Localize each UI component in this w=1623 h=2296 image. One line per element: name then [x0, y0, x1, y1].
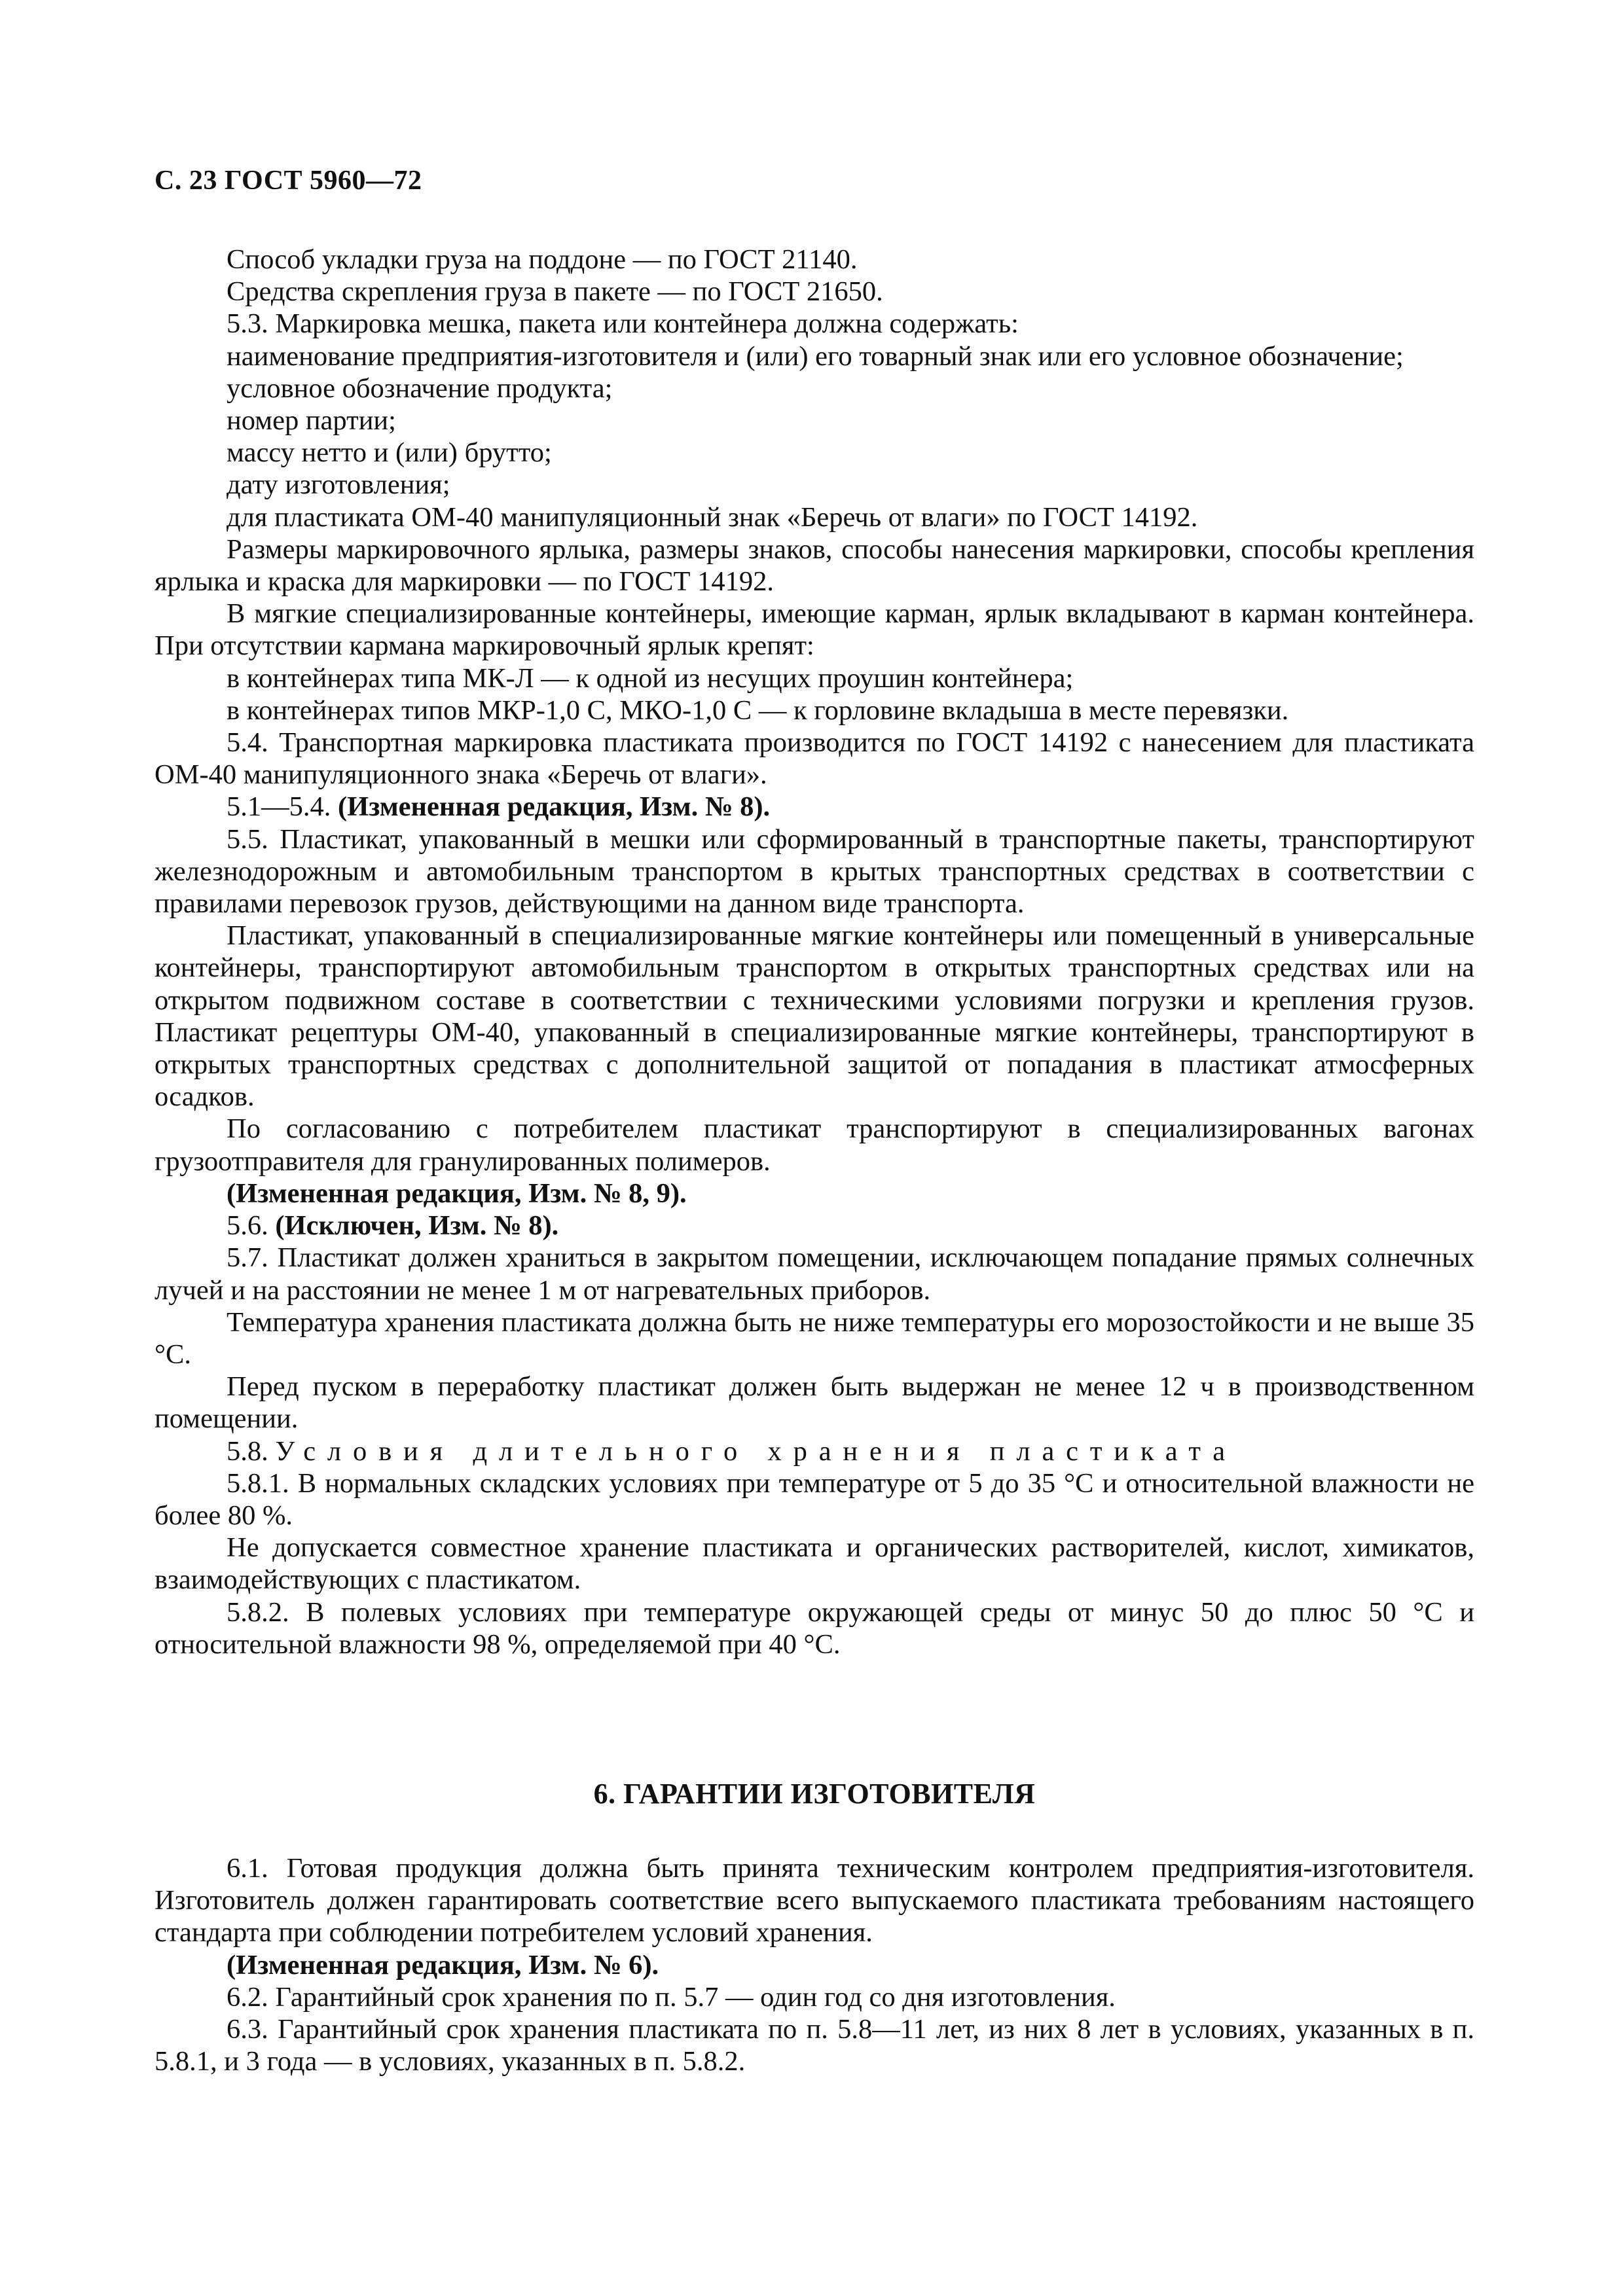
page-header: С. 23 ГОСТ 5960—72: [155, 166, 422, 196]
paragraph-prefix: 5.6.: [227, 1210, 276, 1242]
paragraph: в контейнерах типа МК-Л — к одной из несущих проушин контейнера;: [227, 662, 1074, 694]
amendment-note: (Измененная редакция, Изм. № 8).: [338, 791, 771, 823]
paragraph: 6.2. Гарантийный срок хранения по п. 5.7 — один год со дня изготовления.: [227, 1981, 1116, 2013]
paragraph: 5.4. Транспортная маркировка пластиката производится по ГОСТ 14192 с нанесением для пластиката ОМ-40 манипуляционного знака «Беречь от влаги».: [155, 727, 1474, 791]
paragraph: номер партии;: [227, 405, 396, 437]
section-6-title: 6. ГАРАНТИИ ИЗГОТОВИТЕЛЯ: [593, 1778, 1036, 1810]
section-5-body: [155, 243, 1474, 1660]
paragraph: 5.8.1. В нормальных складских условиях при температуре от 5 до 35 °С и относительной влажности не более 80 %.: [155, 1467, 1474, 1531]
paragraph: для пластиката ОМ-40 манипуляционный знак «Беречь от влаги» по ГОСТ 14192.: [227, 501, 1198, 533]
paragraph: [155, 1435, 1474, 1467]
paragraph: 6.1. Готовая продукция должна быть принята техническим контролем предприятия-изготовителя. Изготовитель должен гарантировать соответствие всего выпускаемого пластиката требованиям настоящего стандарта при соблюдении потребителем условий хранения.: [155, 1853, 1474, 1948]
amendment-note: (Измененная редакция, Изм. № 6).: [227, 1949, 659, 1981]
paragraph: Пластикат, упакованный в специализированные мягкие контейнеры или помещенный в универсальные контейнеры, транспортируют автомобильным транспортом в открытых транспортных средствах или на открытом подвижном составе в соответствии с техническими условиями погрузки и крепления грузов. Пластикат рецептуры ОМ-40, упакованный в специализированные мягкие контейнеры, транспортируют в открытых транспортных средствах с дополнительной защитой от попадания в пластикат атмосферных осадков.: [155, 920, 1474, 1113]
spaced-heading: Условия длительного хранения пластиката: [275, 1435, 1237, 1467]
paragraph: 5.8.2. В полевых условиях при температуре окружающей среды от минус 50 до плюс 50 °С и относительной влажности 98 %, определяемой при 40 °С.: [155, 1596, 1474, 1660]
paragraph: Средства скрепления груза в пакете — по ГОСТ 21650.: [227, 276, 883, 308]
paragraph: 5.7. Пластикат должен храниться в закрытом помещении, исключающем попадание прямых солнечных лучей и на расстоянии не менее 1 м от нагревательных приборов.: [155, 1242, 1474, 1306]
paragraph: Способ укладки груза на поддоне — по ГОСТ 21140.: [227, 244, 858, 275]
amendment-note: (Исключен, Изм. № 8).: [275, 1210, 559, 1242]
paragraph-prefix: 5.1—5.4.: [227, 791, 338, 823]
paragraph: Перед пуском в переработку пластикат должен быть выдержан не менее 12 ч в производственном помещении.: [155, 1371, 1474, 1435]
paragraph: условное обозначение продукта;: [227, 372, 613, 404]
paragraph: [155, 1210, 1474, 1242]
paragraph: В мягкие специализированные контейнеры, имеющие карман, ярлык вкладывают в карман контейнера. При отсутствии кармана маркировочный ярлык крепят:: [155, 598, 1474, 662]
paragraph: Не допускается совместное хранение пластиката и органических растворителей, кислот, химикатов, взаимодействующих с пластикатом.: [155, 1532, 1474, 1596]
paragraph: массу нетто и (или) брутто;: [227, 437, 552, 469]
paragraph: [155, 791, 1474, 823]
paragraph: Температура хранения пластиката должна быть не ниже температуры его морозостойкости и не выше 35 °С.: [155, 1306, 1474, 1370]
paragraph: Размеры маркировочного ярлыка, размеры знаков, способы нанесения маркировки, способы крепления ярлыка и краска для маркировки — по ГОСТ 14192.: [155, 533, 1474, 598]
paragraph: 5.3. Маркировка мешка, пакета или контейнера должна содержать:: [227, 308, 1019, 340]
paragraph: 5.5. Пластикат, упакованный в мешки или сформированный в транспортные пакеты, транспортируют железнодорожным и автомобильным транспортом в крытых транспортных средствах в соответствии с правилами перевозок грузов, действующими на данном виде транспорта.: [155, 823, 1474, 920]
paragraph: По согласованию с потребителем пластикат транспортируют в специализированных вагонах грузоотправителя для гранулированных полимеров.: [155, 1113, 1474, 1177]
paragraph-prefix: 5.8.: [227, 1435, 276, 1467]
paragraph: дату изготовления;: [227, 469, 450, 501]
paragraph: 6.3. Гарантийный срок хранения пластиката по п. 5.8—11 лет, из них 8 лет в условиях, указанных в п. 5.8.1, и 3 года — в условиях, указанных в п. 5.8.2.: [155, 2014, 1474, 2077]
paragraph: [155, 1949, 1474, 1981]
amendment-note: (Измененная редакция, Изм. № 8, 9).: [227, 1177, 687, 1209]
section-6-body: [155, 1852, 1474, 2077]
paragraph: наименование предприятия-изготовителя и (или) его товарный знак или его условное обозначение;: [227, 340, 1404, 372]
paragraph: [155, 1177, 1474, 1210]
paragraph: в контейнерах типов МКР-1,0 С, МКО-1,0 С — к горловине вкладыша в месте перевязки.: [227, 694, 1289, 726]
